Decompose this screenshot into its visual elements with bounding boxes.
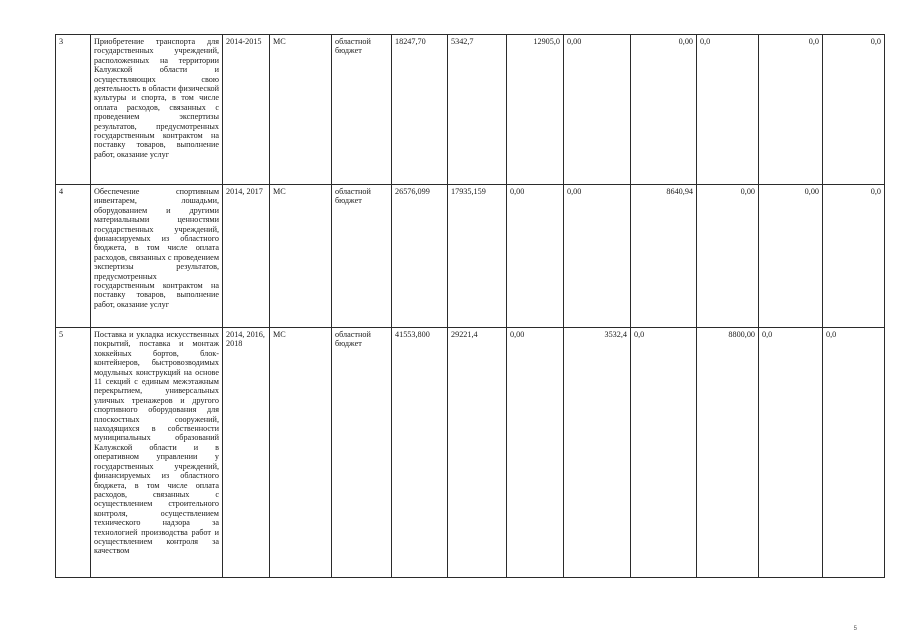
implementation-years: 2014-2015 — [223, 35, 270, 185]
funding-source: областной бюджет — [332, 185, 392, 328]
amount-year-7: 0,0 — [823, 185, 885, 328]
amount-year-6: 0,00 — [759, 185, 823, 328]
measure-description: Приобретение транспорта для государственных учреждений, расположенных на территории Калужской области и осуществляющих свою деятельность в области физической культуры и спорта, в том числе оплата расходов, связанных с проведением экспертизы результатов, предусмотренных государственным контрактом на поставку товаров, выполнение работ, оказание услуг — [91, 35, 223, 185]
amount-year-5: 8800,00 — [697, 328, 759, 578]
table-row — [56, 35, 885, 185]
executor: МС — [270, 328, 332, 578]
implementation-years: 2014, 2016, 2018 — [223, 328, 270, 578]
row-number: 4 — [56, 185, 91, 328]
amount-year-2: 0,00 — [507, 328, 564, 578]
measure-description — [91, 328, 223, 578]
measure-description-text: Поставка и укладка искусственных покрытий, поставка и монтаж хоккейных бортов, блок-контейнеров, быстровозводимых модульных конструкций на основе 11 секций с единым межэтажным перекрытием, универсальных уличных тренажеров и другого спортивного оборудования для плоскостных сооружений, находящихся в собственности муниципальных образований Калужской области и в оперативном управлении у государственных учреждений, финансируемых из областного бюджета, в том числе оплата расходов, связанных с осуществлением строительного контроля, осуществлением технического надзора за технологией производства работ и осуществлением контроля за качеством — [94, 330, 219, 556]
page-number: 5 — [853, 626, 857, 632]
amount-year-1: 29221,4 — [448, 328, 507, 578]
amount-year-1: 17935,159 — [448, 185, 507, 328]
amount-year-1: 5342,7 — [448, 35, 507, 185]
amount-year-2: 0,00 — [507, 185, 564, 328]
amount-year-2: 12905,0 — [507, 35, 564, 185]
amount-year-5: 0,0 — [697, 35, 759, 185]
row-number: 5 — [56, 328, 91, 578]
amount-year-3: 0,00 — [564, 185, 631, 328]
table-row — [56, 328, 885, 578]
row-number: 3 — [56, 35, 91, 185]
implementation-years: 2014, 2017 — [223, 185, 270, 328]
amount-year-6: 0,0 — [759, 328, 823, 578]
amount-year-4: 8640,94 — [631, 185, 697, 328]
funding-source: областной бюджет — [332, 35, 392, 185]
amount-year-6: 0,0 — [759, 35, 823, 185]
amount-year-5: 0,00 — [697, 185, 759, 328]
amount-year-4: 0,0 — [631, 328, 697, 578]
amount-year-7: 0,0 — [823, 35, 885, 185]
executor: МС — [270, 185, 332, 328]
amount-year-3: 0,00 — [564, 35, 631, 185]
amount-year-7: 0,0 — [823, 328, 885, 578]
total-amount: 18247,70 — [392, 35, 448, 185]
table-row — [56, 185, 885, 328]
total-amount: 26576,099 — [392, 185, 448, 328]
funding-source: областной бюджет — [332, 328, 392, 578]
amount-year-3: 3532,4 — [564, 328, 631, 578]
measure-description: Обеспечение спортивным инвентарем, лошадьми, оборудованием и другими материальными ценностями государственных учреждений, финансируемых из областного бюджета, в том числе оплата расходов, связанных с проведением экспертизы результатов, предусмотренных государственным контрактом на поставку товаров, выполнение работ, оказание услуг — [91, 185, 223, 328]
executor: МС — [270, 35, 332, 185]
program-measures-table — [55, 34, 885, 578]
amount-year-4: 0,00 — [631, 35, 697, 185]
total-amount: 41553,800 — [392, 328, 448, 578]
